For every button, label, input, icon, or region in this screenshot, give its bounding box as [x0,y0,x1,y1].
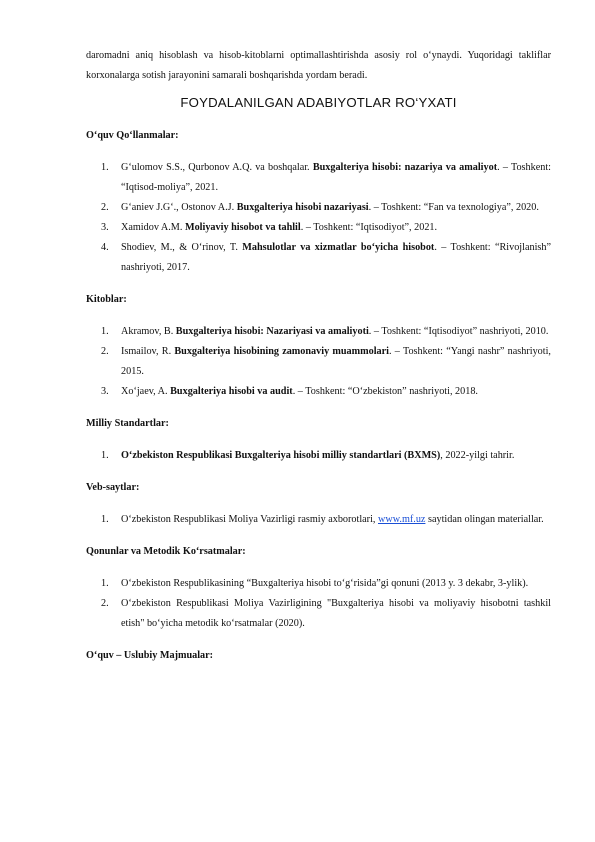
item-text-end: saytidan olingan materiallar. [425,514,544,525]
item-publisher: . – Toshkent: “Iqtisodiyot”, 2021. [300,222,438,233]
item-number: 4. [101,242,109,253]
list-item [86,382,551,402]
website-link[interactable]: www.mf.uz [378,514,426,525]
laws-list [86,574,551,634]
item-publisher: , 2022-yilgi tahrir. [440,450,515,461]
item-publisher: . – Toshkent: “Rivojlanish” nashriyoti, 2017. [121,242,551,273]
books-list [86,322,551,402]
item-publisher: . – Toshkent: “Yangi nashr” nashriyoti, 2015. [121,346,551,377]
item-authors: G‘ulomov S.S., Qurbonov A.Q. va boshqalar. [121,162,313,173]
item-text: O‘zbekiston Respublikasining “Buxgalteriya hisobi to‘g‘risida”gi qonuni (2013 y. 3 dekabr, 3-ylik). [121,578,529,589]
item-title: Mahsulotlar va xizmatlar bo‘yicha hisobot [242,242,435,253]
item-title: Buxgalteriya hisobi: nazariya va amaliyot [312,162,498,173]
list-item [86,342,551,382]
item-authors: Xamidov A.M. [121,222,185,233]
item-number: 1. [101,450,109,461]
intro-paragraph: daromadni aniq hisoblash va hisob-kitoblarni optimallashtirishda asosiy rol o‘ynaydi. Yuqoridagi takliflar korxonalarga sotish jarayonini samarali boshqarishda yordam beradi. [86,50,551,81]
item-number: 1. [101,514,109,525]
item-number: 3. [101,386,109,397]
item-number: 1. [101,578,109,589]
item-title: Buxgalteriya hisobi va audit [170,386,293,397]
item-authors: Shodiev, M., & O‘rinov, T. [121,242,243,253]
item-title: Buxgalteriya hisobi nazariyasi [236,202,369,213]
list-item [86,594,551,634]
item-text: O‘zbekiston Respublikasi Moliya Vazirligi rasmiy axborotlari, [121,514,378,525]
list-item [86,446,551,466]
item-publisher: . – Toshkent: “Iqtisodiyot” nashriyoti, 2010. [368,326,549,337]
list-item [86,158,551,198]
textbooks-list [86,158,551,278]
list-item [86,198,551,218]
item-number: 2. [101,346,109,357]
item-number: 2. [101,202,109,213]
item-publisher: . – Toshkent: “O‘zbekiston” nashriyoti, 2018. [292,386,478,397]
section-heading-methodical: O‘quv – Uslubiy Majmualar: [86,650,214,661]
section-heading-books: Kitoblar: [86,294,127,305]
item-title: Buxgalteriya hisobi: Nazariyasi va amaliyoti [175,326,369,337]
item-title: Buxgalteriya hisobining zamonaviy muammolari [174,346,389,357]
item-number: 3. [101,222,109,233]
list-item [86,574,551,594]
document-page [86,46,551,678]
section-heading-laws: Qonunlar va Metodik Ko‘rsatmalar: [86,546,246,557]
list-item [86,218,551,238]
item-number: 2. [101,598,109,609]
item-title: Moliyaviy hisobot va tahlil [184,222,301,233]
item-publisher: . – Toshkent: “Fan va texnologiya”, 2020. [368,202,539,213]
section-heading-textbooks: O‘quv Qo‘llanmalar: [86,130,179,141]
item-text: O‘zbekiston Respublikasi Moliya Vazirligining "Buxgalteriya hisobi va moliyaviy hisobotni tashkil etish" bo‘yicha metodik ko‘rsatmalar (2020). [121,598,551,629]
section-heading-standards: Milliy Standartlar: [86,418,169,429]
standards-list [86,446,551,466]
item-authors: Akramov, B. [121,326,176,337]
item-number: 1. [101,326,109,337]
list-item [86,322,551,342]
item-authors: Ismailov, R. [121,346,175,357]
bibliography-title: FOYDALANILGAN ADABIYOTLAR RO‘YXATI [180,95,457,110]
list-item [86,238,551,278]
section-heading-websites: Veb-saytlar: [86,482,140,493]
list-item [86,510,551,530]
item-authors: Xo‘jaev, A. [121,386,171,397]
item-publisher: . – Toshkent: “Iqtisod-moliya”, 2021. [121,162,551,193]
item-title: O‘zbekiston Respublikasi Buxgalteriya hisobi milliy standartlari (BXMS) [121,450,441,461]
item-number: 1. [101,162,109,173]
item-authors: G‘aniev J.G‘., Ostonov A.J. [121,202,237,213]
websites-list [86,510,551,530]
